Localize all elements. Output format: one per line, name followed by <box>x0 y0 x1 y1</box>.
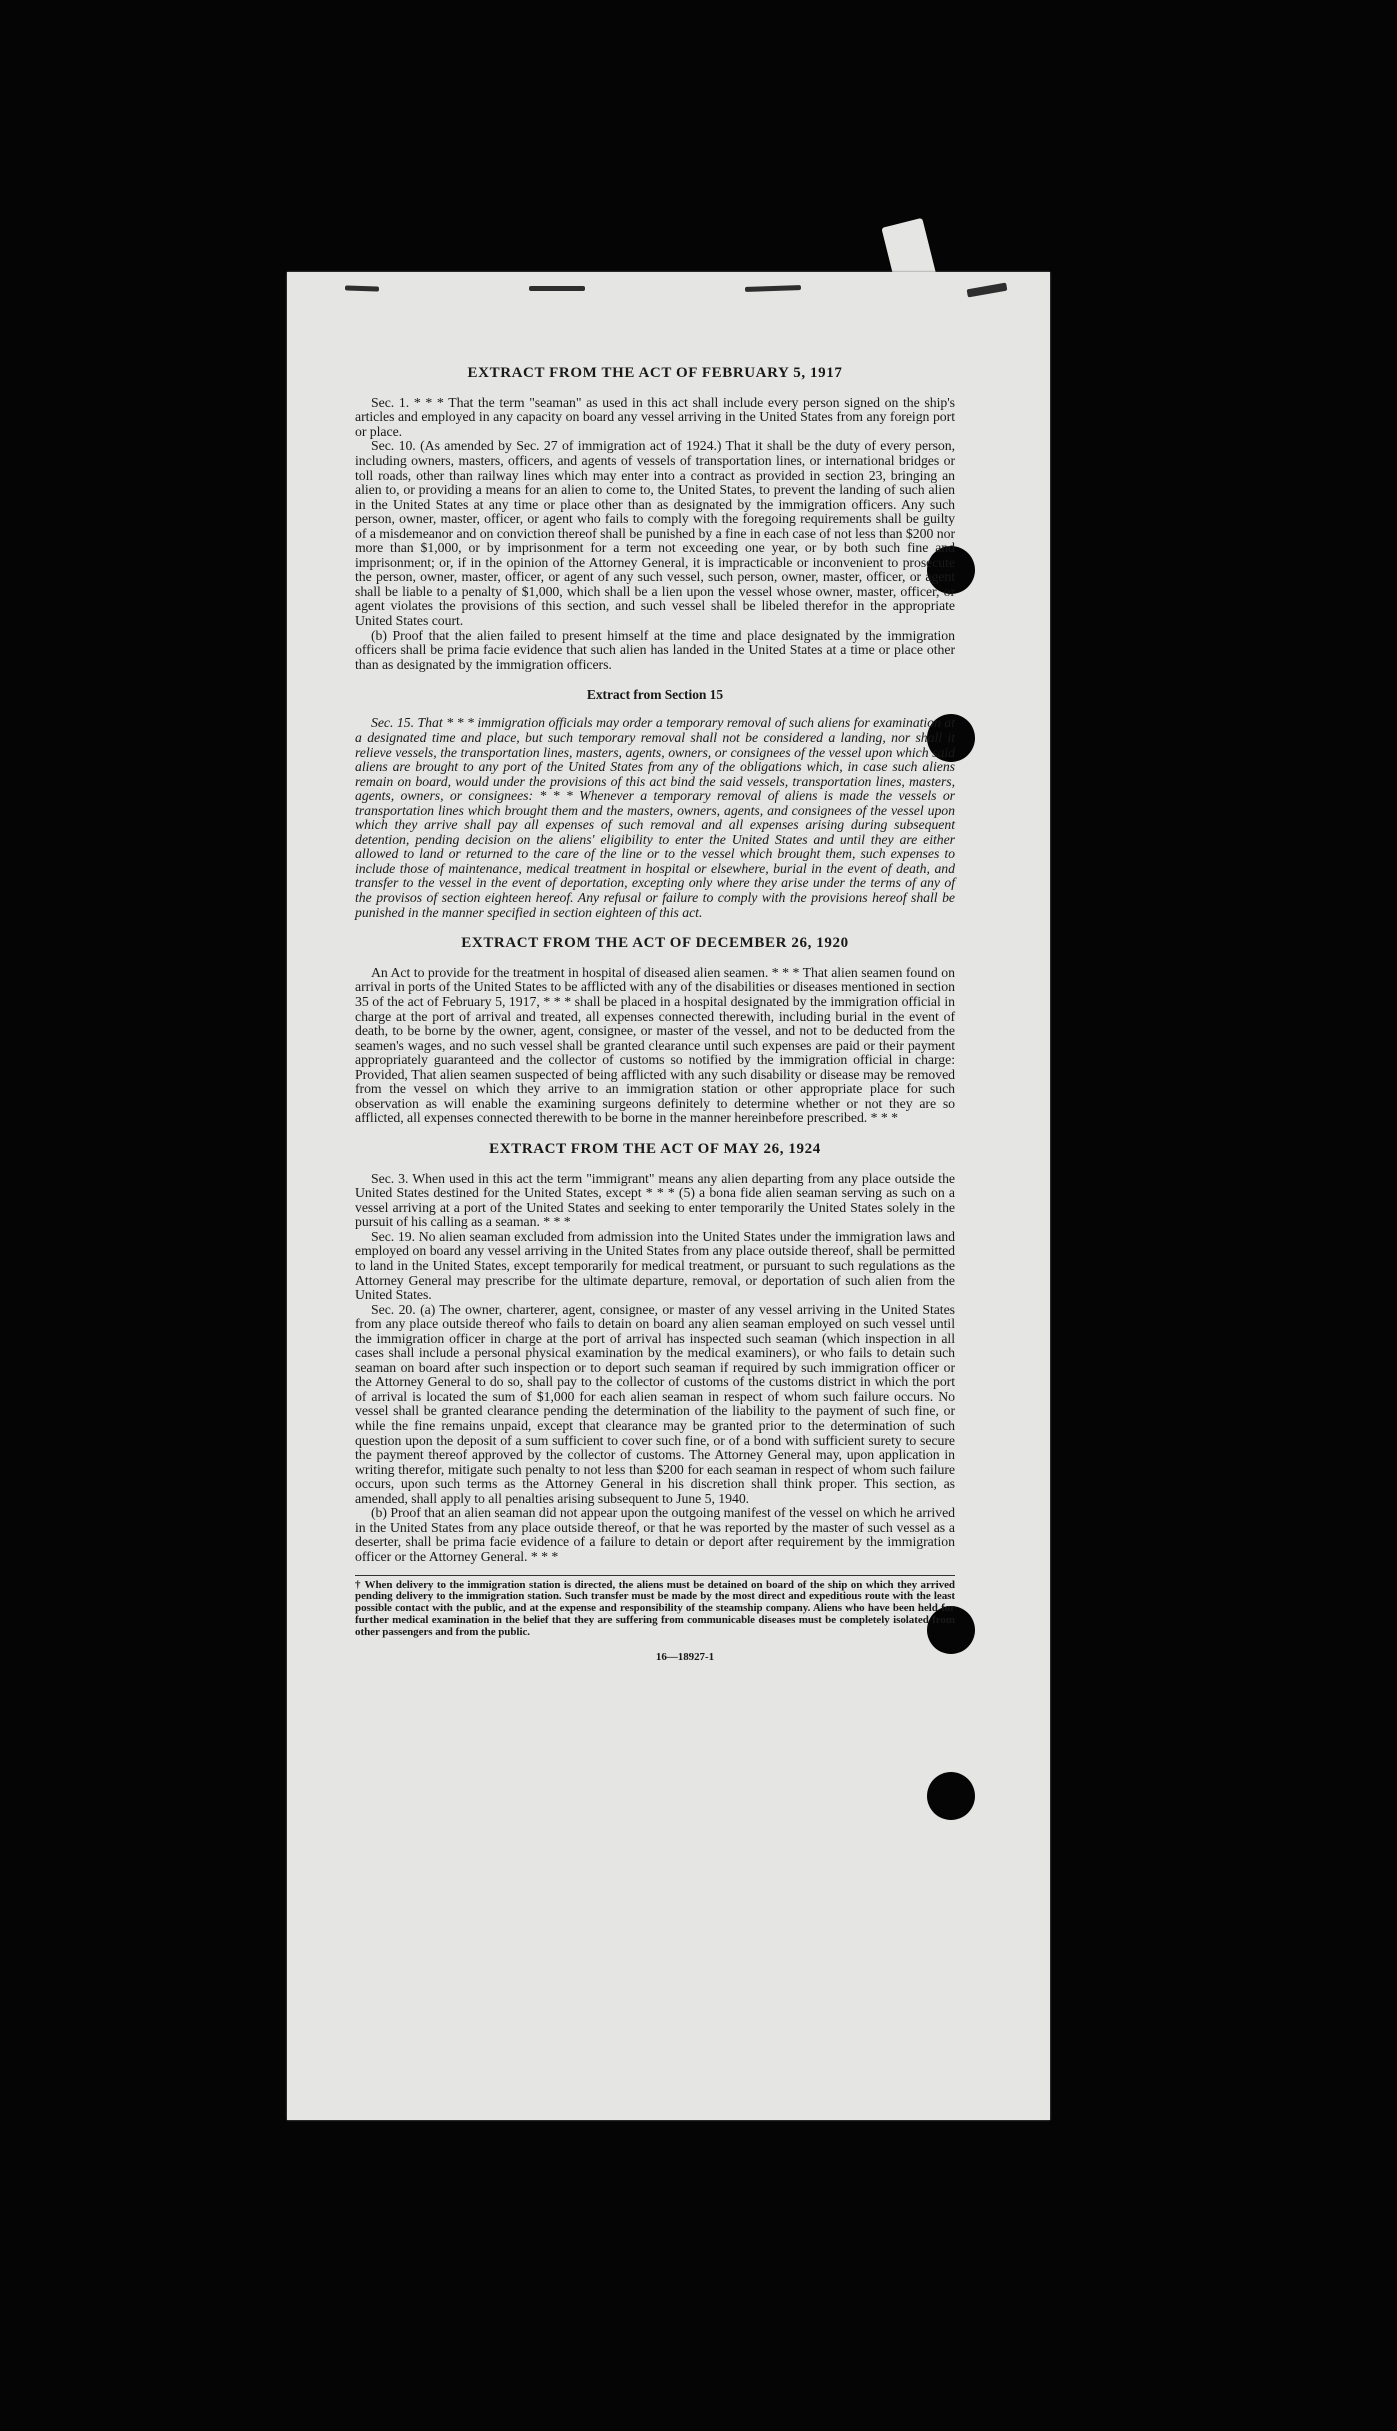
punch-hole <box>927 1772 975 1820</box>
paragraph-sec-10: Sec. 10. (As amended by Sec. 27 of immigration act of 1924.) That it shall be the duty of every person, including owners, masters, officers, and agents of vessels of transportation lines, or international bridges or toll roads, other than railway lines which may enter into a contract as provided in section 23, bringing an alien to, or providing a means for an alien to come to, the United States, to prevent the landing of such alien in the United States at any time or place other than as designated by the immigration officers. Any such person, owner, master, officer, or agent who fails to comply with the foregoing requirements shall be guilty of a misdemeanor and on conviction thereof shall be punished by a fine in each case of not less than $200 nor more than $1,000, or by imprisonment for a term not exceeding one year, or by both such fine and imprisonment; or, if in the opinion of the Attorney General, it is impracticable or inconvenient to prosecute the person, owner, master, officer, or agent of any such vessel, such person, owner, master, officer, or agent shall be liable to a penalty of $1,000, which shall be a lien upon the vessel whose owner, master, officer, or agent violates the provisions of this section, and such vessel shall be libeled therefor in the appropriate United States court. <box>355 438 955 629</box>
form-number: 16—18927-1 <box>655 1651 715 1664</box>
staple-mark <box>345 285 379 291</box>
staple-mark <box>529 286 585 291</box>
document-body <box>355 366 955 1664</box>
section-heading: Extract from Section 15 <box>586 687 724 703</box>
footnote: † When delivery to the immigration station is directed, the aliens must be detained on board of the ship on which they arrived pending delivery to the immigration station. Such transfer must be made by the most direct and expeditious route with the least possible contact with the public, and at the expense and responsibility of the steamship company. Aliens who have been held for further medical examination in the belief that they are suffering from communicable diseases must be completely isolated from other passengers and from the public. <box>355 1575 955 1639</box>
section-heading: EXTRACT FROM THE ACT OF FEBRUARY 5, 1917 <box>467 365 843 381</box>
paragraph-sec-1: Sec. 1. * * * That the term "seaman" as used in this act shall include every person signed on the ship's articles and employed in any capacity on board any vessel arriving in the United States from any foreign port or place. <box>355 394 955 439</box>
paragraph-act-1920: An Act to provide for the treatment in hospital of diseased alien seamen. * * * That alien seamen found on arrival in ports of the United States to be afflicted with any of the disabilities or diseases mentioned in section 35 of the act of February 5, 1917, * * * shall be placed in a hospital designated by the immigration official in charge at the port of arrival and treated, all expenses connected therewith, including burial in the event of death, to be borne by the owner, agent, consignee, or master of the vessel, and not to be deducted from the seamen's wages, and no such vessel shall be granted clearance until such expenses are paid or their payment appropriately guaranteed and the collector of customs so notified by the immigration official in charge: Provided, That alien seamen suspected of being afflicted with any such disability or disease may be removed from the vessel on which they arrive to an immigration station or other appropriate place for such observation as will enable the examining surgeons definitely to determine whether or not they are so afflicted, all expenses connected therewith to be borne in the manner hereinbefore prescribed. * * * <box>355 964 955 1126</box>
section-heading: EXTRACT FROM THE ACT OF MAY 26, 1924 <box>489 1140 821 1157</box>
paragraph-sec-19: Sec. 19. No alien seaman excluded from admission into the United States under the immigration laws and employed on board any vessel arriving in the United States from any place outside thereof, shall be permitted to land in the United States, except temporarily for medical treatment, or pursuant to such regulations as the Attorney General may prescribe for the ultimate departure, removal, or deportation of such alien from the United States. <box>355 1228 955 1303</box>
paragraph-sec-3: Sec. 3. When used in this act the term "immigrant" means any alien departing from any place outside the United States destined for the United States, except * * * (5) a bona fide alien seaman serving as such on a vessel arriving at a port of the United States and seeking to enter temporarily the United States solely in the pursuit of his calling as a seaman. * * * <box>355 1170 955 1230</box>
staple-mark <box>745 285 801 292</box>
paragraph-sec-10-b: (b) Proof that the alien failed to present himself at the time and place designated by the immigration officers shall be prima facie evidence that such alien has landed in the United States at a time or place other than as designated by the immigration officers. <box>355 627 955 672</box>
staple-mark <box>967 283 1008 298</box>
section-heading: EXTRACT FROM THE ACT OF DECEMBER 26, 1920 <box>461 935 849 952</box>
paragraph-sec-15: Sec. 15. That * * * immigration officials may order a temporary removal of such aliens for examination at a designated time and place, but such temporary removal shall not be considered a landing, nor shall it relieve vessels, the transportation lines, masters, agents, owners, or consignees of the vessel upon which said aliens are brought to any port of the United States from any of the obligations which, in case such aliens remain on board, would under the provisions of this act bind the said vessels, transportation lines, masters, agents, owners, or consignees: * * * Whenever a temporary removal of aliens is made the vessels or transportation lines which brought them and the masters, owners, agents, and consignees of the vessel upon which they arrive shall pay all expenses of such removal and all expenses arising during subsequent detention, pending decision on the aliens' eligibility to enter the United States and until they are either allowed to land or returned to the care of the line or to the vessel which brought them, such expenses to include those of maintenance, medical treatment in hospital or elsewhere, burial in the event of death, and transfer to the vessel in the event of deportation, excepting only where they arise under the terms of any of the provisos of section eighteen hereof. Any refusal or failure to comply with the provisions hereof shall be punished in the manner specified in section eighteen of this act. <box>355 715 955 920</box>
paragraph-sec-20-a: Sec. 20. (a) The owner, charterer, agent, consignee, or master of any vessel arriving in the United States from any place outside thereof who fails to detain on board any alien seaman employed on such vessel until the immigration officer in charge at the port of arrival has inspected such seaman (which inspection in all cases shall include a personal physical examination by the medical examiners), or who fails to detain such seaman on board after such inspection or to deport such seaman if required by such immigration officer or the Attorney General to do so, shall pay to the collector of customs of the customs district in which the port of arrival is located the sum of $1,000 for each alien seaman in respect of whom such failure occurs. No vessel shall be granted clearance pending the determination of the liability to the payment of such fine, or while the fine remains unpaid, except that clearance may be granted prior to the determination of such question upon the deposit of a sum sufficient to cover such fine, or of a bond with sufficient surety to secure the payment thereof approved by the collector of customs. The Attorney General may, upon application in writing therefor, mitigate such penalty to not less than $200 for each seaman in respect of whom such failure occurs, upon such terms as the Attorney General in his discretion shall think proper. This section, as amended, shall apply to all penalties arising subsequent to June 5, 1940. <box>355 1301 955 1506</box>
document-page <box>287 272 1050 2120</box>
paragraph-sec-20-b: (b) Proof that an alien seaman did not appear upon the outgoing manifest of the vessel on which he arrived in the United States from any place outside thereof, or that he was reported by the master of such vessel as a deserter, shall be prima facie evidence of a failure to detain or deport after requirement by the immigration officer or the Attorney General. * * * <box>355 1505 955 1564</box>
